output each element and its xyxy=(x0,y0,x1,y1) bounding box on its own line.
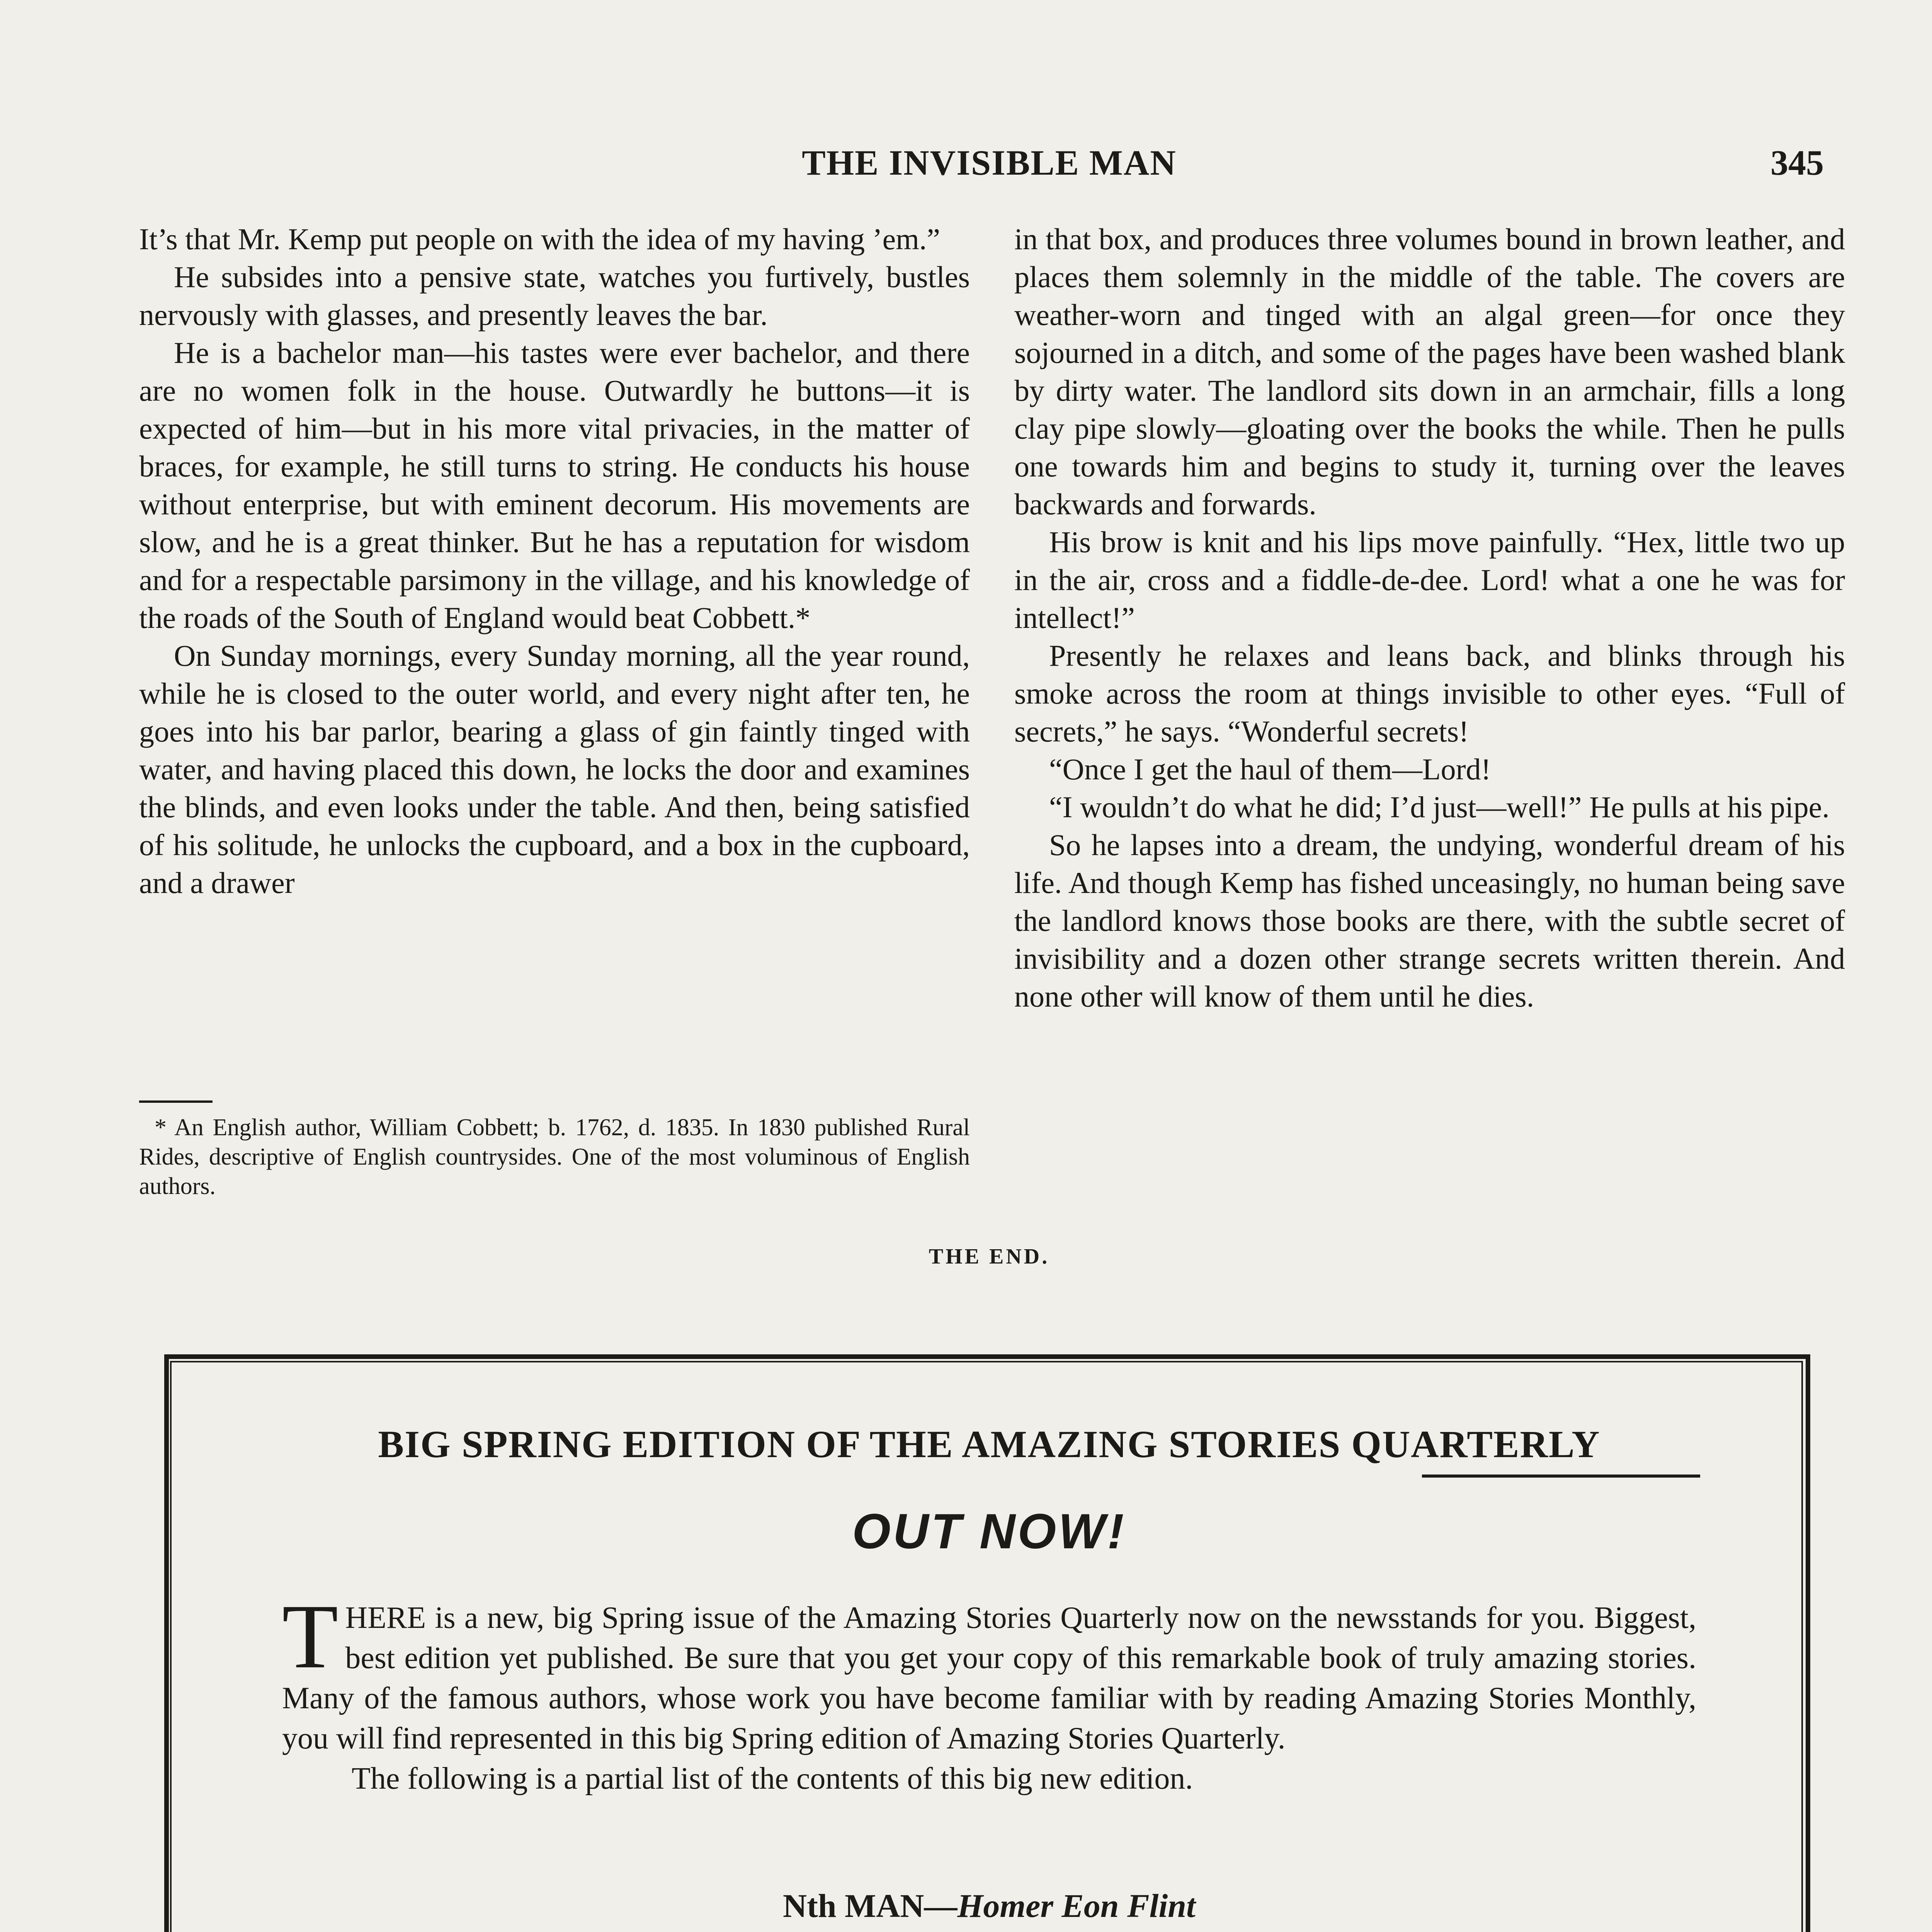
ad-body xyxy=(282,1586,1696,1799)
contents-entry xyxy=(0,1930,1932,1932)
paragraph: So he lapses into a dream, the undying, wonderful dream of his life. And though Kemp has fished unceasingly, no human being save the landlord knows those books are there, with the subtle secret of invisibility and a dozen other strange secrets written therein. And none other will know of them until he dies. xyxy=(1014,828,1845,1013)
paragraph: On Sunday mornings, every Sunday morning, all the year round, while he is closed to the outer world, and every night after ten, he goes into his bar parlor, bearing a glass of gin faintly tinged with water, and having placed this down, he locks the door and examines the blinds, and even looks under the table. And then, being satisfied of his solitude, he unlocks the cupboard, and a box in the cupboard, and a drawer xyxy=(139,639,970,900)
paragraph: He subsides into a pensive state, watches you furtively, bustles nervously with glasses, and presently leaves the bar. xyxy=(139,260,970,332)
footnote-text: * An English author, William Cobbett; b. 1762, d. 1835. In 1830 published Rural Rides, descriptive of English countrysides. One of the most voluminous of English authors. xyxy=(139,1114,970,1199)
drop-cap: T xyxy=(282,1586,338,1687)
footnote xyxy=(139,1113,970,1201)
story-title: Nth MAN— xyxy=(783,1887,957,1924)
story-author: Homer Eon Flint xyxy=(957,1887,1196,1924)
paragraph: “Once I get the haul of them—Lord! xyxy=(1049,752,1491,786)
running-title: THE INVISIBLE MAN xyxy=(802,143,1177,182)
page-number: 345 xyxy=(1770,143,1824,182)
footnote-rule xyxy=(139,1100,213,1103)
contents-list xyxy=(0,1882,1932,1932)
paragraph: It’s that Mr. Kemp put people on with the idea of my having ’em.” xyxy=(139,222,940,256)
paragraph: Presently he relaxes and leans back, and blinks through his smoke across the room at things invisible to other eyes. “Full of secrets,” he says. “Wonderful secrets! xyxy=(1014,639,1845,748)
paragraph: “I wouldn’t do what he did; I’d just—well!” He pulls at his pipe. xyxy=(1049,790,1830,824)
ad-subhead: OUT NOW! xyxy=(852,1504,1126,1559)
the-end-label: THE END. xyxy=(929,1245,1050,1269)
contents-entry xyxy=(0,1882,1932,1930)
headline-underline xyxy=(1422,1475,1700,1478)
paragraph: His brow is knit and his lips move painfully. “Hex, little two up in the air, cross and a fiddle-de-dee. Lord! what a one he was for intellect!” xyxy=(1014,525,1845,634)
ad-intro-text: HERE is a new, big Spring issue of the Amazing Stories Quarterly now on the newsstands for you. Biggest, best edition yet published. Be sure that you get your copy of this remarkable book of truly amazing stories. Many of the famous authors, whose work you have become familiar with by reading Amazing Stories Monthly, you will find represented in this big Spring edition of Amazing Stories Quarterly. xyxy=(282,1601,1696,1755)
paragraph: He is a bachelor man—his tastes were ever bachelor, and there are no women folk in the house. Outwardly he buttons—it is expected of him—but in his more vital privacies, in the matter of braces, for example, he still turns to string. He conducts his house without enterprise, but with eminent decorum. His movements are slow, and he is a great thinker. But he has a reputation for wisdom and for a respectable parsimony in the village, and his knowledge of the roads of the South of England would beat Cobbett.* xyxy=(139,336,970,634)
ad-headline: BIG SPRING EDITION OF THE AMAZING STORIES QUARTERLY xyxy=(378,1423,1600,1466)
left-column xyxy=(139,220,970,902)
ad-intro xyxy=(282,1586,1696,1759)
paragraph: in that box, and produces three volumes bound in brown leather, and places them solemnly in the middle of the table. The covers are weather-worn and tinged with an algal green—for once they sojourned in a ditch, and some of the pages have been washed blank by dirty water. The landlord sits down in an armchair, fills a long clay pipe slowly—gloating over the books the while. Then he pulls one towards him and begins to study it, turning over the leaves backwards and forwards. xyxy=(1014,222,1845,521)
right-column xyxy=(1014,220,1845,1015)
ad-partial-list: The following is a partial list of the contents of this big new edition. xyxy=(352,1762,1193,1796)
